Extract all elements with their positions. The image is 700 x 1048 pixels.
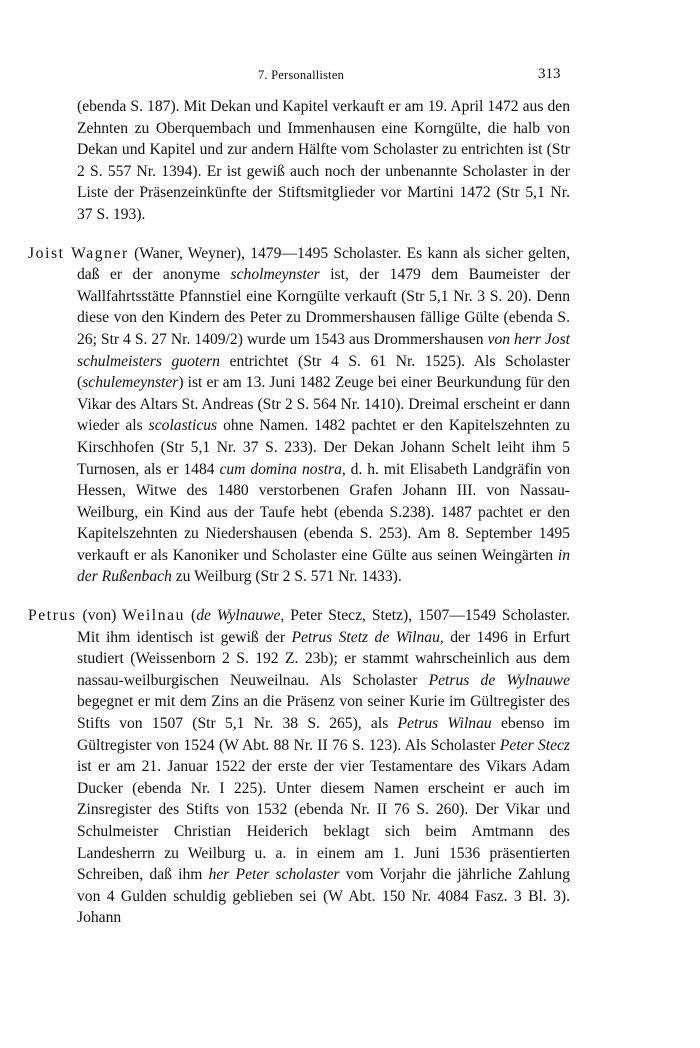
- paragraph-text: [28, 243, 571, 589]
- italic-quote: Petrus Wilnau: [397, 715, 492, 733]
- text-run: , Peter Stecz, Stetz), 1507—1549 Scholaster. Mit ihm identisch ist gewiß der: [77, 607, 571, 646]
- italic-quote: cum domina nostra: [219, 460, 342, 478]
- italic-quote: her Peter scholaster: [208, 866, 340, 884]
- italic-quote: de Wylnauwe: [196, 607, 281, 625]
- entry-joist-wagner: [28, 243, 570, 589]
- italic-quote: scolasticus: [148, 417, 218, 435]
- entry-name: Joist Wagner: [28, 244, 129, 262]
- text-run: ist er am 21. Januar 1522 der erste der vier Testamentare des Vikars Adam Ducker (ebenda Nr. I 225). Unter diesem Namen erscheint er auch im Zinsregister des Stifts von 1532 (ebenda Nr. II 76 S. 260). Der Vikar und Schulmeister Christian Heiderich beklagt sich beim Amtmann des Landesherrn zu Weilburg u. a. in einem am 1. Juni 1536 präsentierten Schreiben, daß ihm: [77, 758, 570, 884]
- italic-quote: von herr Jost schulmeisters guotern: [77, 330, 570, 370]
- text-run: ebenso im Gültregister von 1524 (W Abt. 88 Nr. II 76 S. 123). Als Scholaster: [77, 715, 571, 754]
- running-head: 7. Personallisten: [258, 68, 345, 82]
- page-number: 313: [538, 66, 561, 82]
- italic-quote: Petrus Stetz de Wilnau: [291, 628, 440, 646]
- text-run: begegnet er mit dem Zins an die Präsenz von seiner Kurie im Gültregister des Stifts von 1507 (Str 5,1 Nr. 38 S. 265), als: [77, 693, 570, 733]
- text-run: ) ist er am 13. Juni 1482 Zeuge bei einer Beurkundung für den Vikar des Altars St. Andreas (Str 2 S. 564 Nr. 1410). Dreimal erscheint er dann wieder als: [77, 374, 570, 435]
- text-run: vom Vorjahr die jährliche Zahlung von 4 Gulden schuldig geblieben sei (W Abt. 150 Nr. 4084 Fasz. 3 Bl. 3). Johann: [77, 866, 570, 927]
- italic-quote: Peter Stecz: [499, 736, 570, 754]
- text-run: (Waner, Weyner), 1479—1495 Scholaster. Es kann als sicher gelten, daß er der anonyme: [77, 244, 570, 284]
- text-run: (von): [76, 607, 123, 625]
- italic-quote: schulemeynster: [82, 374, 179, 392]
- italic-quote: in der Rußenbach: [77, 546, 570, 586]
- entry-name: Petrus: [28, 607, 77, 625]
- paragraph-text: [77, 96, 570, 226]
- text-run: ohne Namen. 1482 pachtet er den Kapitelszehnten zu Kirschhofen (Str 5,1 Nr. 37 S. 233). Der Dekan Johann Schelt leiht ihm 5 Turnosen, als er 1484: [77, 417, 570, 478]
- paragraph-text: [28, 605, 571, 929]
- entry-name: Weilnau: [122, 607, 186, 625]
- page-header: [0, 66, 700, 86]
- paragraph-continuation: [28, 96, 570, 226]
- text-run: (: [185, 607, 197, 625]
- text-run: , d. h. mit Elisabeth Landgräfin von Hessen, Witwe des 1480 verstorbenen Grafen Johann III. von Nassau-Weilburg, ein Kind aus der Taufe hebt (ebenda S.238). 1487 pachtet er den Kapitelszehnten zu Niedershausen (ebenda S. 253). Am 8. September 1495 verkauft er als Kanoniker und Scholaster eine Gülte aus seinen Weingärten: [77, 460, 571, 564]
- italic-quote: Petrus de Wylnauwe: [428, 671, 570, 689]
- text-run: zu Weilburg (Str 2 S. 571 Nr. 1433).: [171, 568, 402, 586]
- entry-petrus-weilnau: [28, 605, 570, 929]
- text-run: (ebenda S. 187). Mit Dekan und Kapitel verkauft er am 19. April 1472 aus den Zehnten zu Oberquembach und Immenhausen eine Korngülte, die halb von Dekan und Kapitel und zur andern Hälfte vom Scholaster zu entrichten ist (Str 2 S. 557 Nr. 1394). Er ist gewiß auch noch der unbenannte Scholaster in der Liste der Präsenzeinkünfte der Stiftsmitglieder vor Martini 1472 (Str 5,1 Nr. 37 S. 193).: [77, 98, 570, 223]
- italic-quote: scholmeynster: [230, 266, 320, 284]
- text-run: ist, der 1479 dem Baumeister der Wallfahrtsstätte Pfannstiel eine Korngülte verkauft (Str 5,1 Nr. 3 S. 20). Denn diese von den Kindern des Peter zu Drommershausen fällige Gülte (ebenda S. 26; Str 4 S. 27 Nr. 1409/2) wurde um 1543 aus Drommershausen: [77, 266, 570, 348]
- text-run: entrichtet (Str 4 S. 61 Nr. 1525). Als Scholaster (: [77, 352, 570, 392]
- text-run: , der 1496 in Erfurt studiert (Weissenborn 2 S. 192 Z. 23b); er stammt wahrscheinlich aus dem nassau-weilburgischen Neuweilnau. Als Scholaster: [77, 628, 570, 689]
- page-body: [28, 96, 570, 929]
